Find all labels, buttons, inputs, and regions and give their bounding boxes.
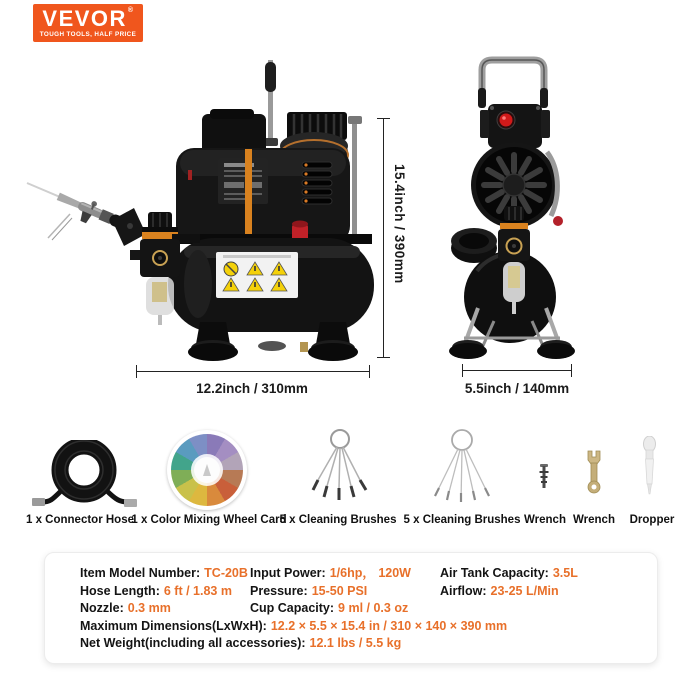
rating-label: [218, 158, 268, 204]
brand-tagline: TOUGH TOOLS, HALF PRICE: [39, 31, 137, 38]
width-dimension-label: 12.2inch / 310mm: [196, 381, 308, 396]
motor-head: [488, 104, 542, 148]
orange-strap: [245, 149, 252, 244]
spec-max-dimensions: Maximum Dimensions(LxWxH): 12.2 × 5.5 × 15.4 in / 310 × 140 × 390 mm: [80, 619, 508, 633]
spec-input-power: Input Power: 1/6hp， 120W: [250, 566, 411, 580]
depth-dimension-line: [462, 370, 572, 371]
cleaning-brushes-icon: [310, 428, 370, 506]
spec-nozzle: Nozzle: 0.3 mm: [80, 601, 171, 615]
spec-airflow: Airflow: 23-25 L/Min: [440, 584, 559, 598]
accessory-label: Wrench: [573, 514, 615, 526]
accessory-label: 1 x Color Mixing Wheel Card: [131, 514, 287, 526]
spec-hose-length: Hose Length: 6 ft / 1.83 m: [80, 584, 232, 598]
airbrush: [22, 174, 146, 246]
vent-slots: [302, 162, 332, 204]
air-pipe: [352, 122, 357, 240]
brand-text: VEVOR: [42, 6, 127, 31]
accessory-label: Wrench: [524, 514, 566, 526]
brand-name: [42, 8, 133, 30]
registered-mark: ®: [127, 7, 135, 14]
accessory-label: 5 x Cleaning Brushes: [279, 514, 397, 526]
accessory-label: 5 x Cleaning Brushes: [403, 514, 521, 526]
spec-pressure: Pressure: 15-50 PSI: [250, 584, 368, 598]
mini-wrench-icon: [537, 462, 551, 494]
accessory-label: Dropper: [629, 514, 675, 526]
spec-cup-capacity: Cup Capacity: 9 ml / 0.3 oz: [250, 601, 409, 615]
compressor-side-photo: [22, 56, 382, 368]
vevor-logo: [33, 4, 143, 42]
cleaning-brushes-icon: [430, 428, 494, 506]
depth-dimension-label: 5.5inch / 140mm: [464, 381, 570, 396]
color-mixing-wheel-icon: [167, 430, 247, 510]
warning-sticker: [216, 252, 298, 298]
compressor-front-photo: [444, 56, 594, 368]
wrench-icon: [584, 450, 604, 494]
accessory-label: 1 x Connector Hose: [26, 514, 134, 526]
spec-net-weight: Net Weight(including all accessories): 12.1 lbs / 5.5 kg: [80, 636, 402, 650]
spec-model-number: Item Model Number: TC-20B: [80, 566, 248, 580]
dropper-icon: [641, 436, 658, 498]
height-dimension-line: [383, 118, 384, 358]
height-dimension-label: 15.4inch / 390mm: [392, 164, 407, 284]
carry-handle: [482, 60, 544, 106]
power-button: [500, 114, 513, 127]
spec-air-tank-capacity: Air Tank Capacity: 3.5L: [440, 566, 578, 580]
width-dimension-line: [136, 371, 370, 372]
connector-hose-icon: [28, 440, 140, 510]
